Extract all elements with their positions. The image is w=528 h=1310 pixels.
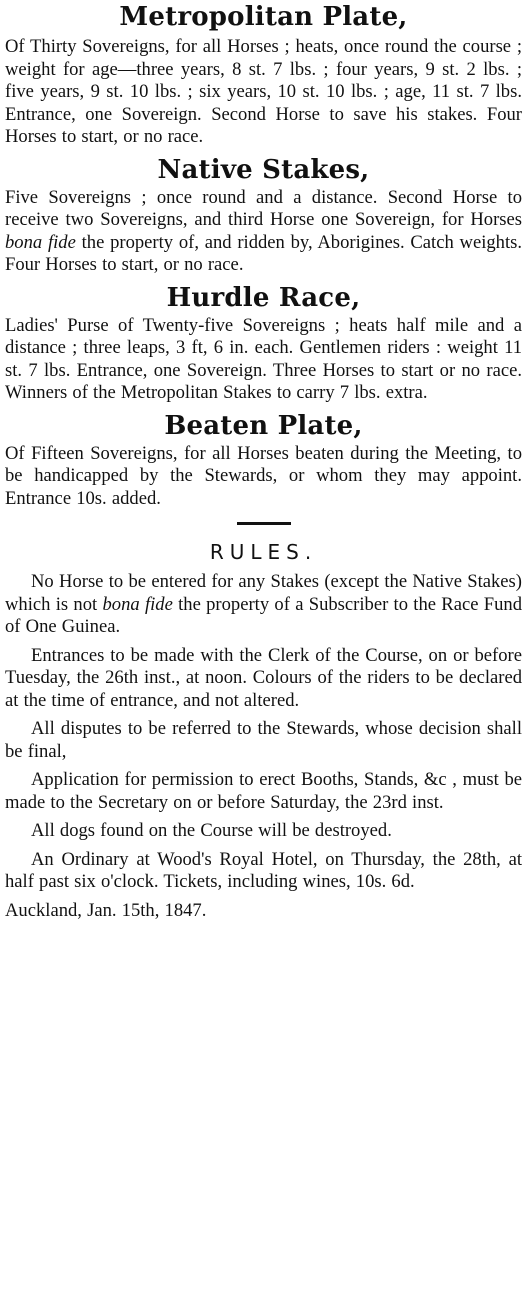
rule-disputes: All disputes to be referred to the Stewards, whose decision shall be final, bbox=[5, 718, 522, 762]
native-stakes-italic: bona fide bbox=[5, 231, 76, 253]
rule-subscriber-italic: bona fide bbox=[102, 593, 173, 615]
rule-dogs: All dogs found on the Course will be destroyed. bbox=[31, 820, 392, 841]
heading-beaten-plate: Beaten Plate, bbox=[164, 410, 363, 441]
hurdle-race-conditions: Ladies' Purse of Twenty-five Sovereigns ; heats half mile and a distance ; three leaps, 3 ft, 6 in. each. Gentlemen riders : weight 11 st. 7 lbs. Entrance, one Sovereign. Three Horses to start or no race. Winners of the Metropolitan Stakes to carry 7 lbs. extra. bbox=[5, 314, 522, 403]
rule-subscriber bbox=[5, 571, 522, 639]
heading-hurdle-race: Hurdle Race, bbox=[166, 282, 361, 313]
heading-metropolitan-plate: Metropolitan Plate, bbox=[119, 2, 408, 32]
rule-subscriber-start: No Horse to be entered for any Stakes (except the Native Stakes) which is not bbox=[5, 571, 522, 615]
native-stakes-text-start: Five Sovereigns ; once round and a distance. Second Horse to receive two Sovereigns, and third Horse one Sovereign, for Horses bbox=[5, 186, 522, 230]
rules-heading: RULES. bbox=[209, 540, 318, 564]
rule-entrances: Entrances to be made with the Clerk of the Course, on or before Tuesday, the 26th inst., at noon. Colours of the riders to be declared at the time of entrance, and not altered. bbox=[5, 644, 522, 711]
metropolitan-plate-conditions: Of Thirty Sovereigns, for all Horses ; heats, once round the course ; weight for age—three years, 8 st. 7 lbs. ; four years, 9 st. 2 lbs. ; five years, 9 st. 10 lbs. ; six years, 10 st. 10 lbs. ; age, 11 st. 7 lbs. Entrance, one Sovereign. Second Horse to save his stakes. Four Horses to start, or no race. bbox=[5, 36, 522, 147]
rule-subscriber-end: the property of a Subscriber to the Race Fund of One Guinea. bbox=[5, 593, 522, 637]
beaten-plate-conditions: Of Fifteen Sovereigns, for all Horses beaten during the Meeting, to be handicapped by the Stewards, or whom they may appoint. Entrance 10s. added. bbox=[5, 442, 522, 509]
rule-ordinary: An Ordinary at Wood's Royal Hotel, on Thursday, the 28th, at half past six o'clock. Tickets, including wines, 10s. 6d. bbox=[5, 848, 522, 892]
native-stakes-text-end: the property of, and ridden by, Aborigines. Catch weights. Four Horses to start, or no race. bbox=[5, 231, 523, 275]
native-stakes-conditions bbox=[5, 187, 522, 277]
rule-booths: Application for permission to erect Booths, Stands, &c , must be made to the Secretary on or before Saturday, the 23rd inst. bbox=[5, 769, 522, 813]
section-divider bbox=[237, 522, 291, 525]
heading-native-stakes: Native Stakes, bbox=[157, 154, 370, 185]
dateline: Auckland, Jan. 15th, 1847. bbox=[5, 899, 207, 921]
